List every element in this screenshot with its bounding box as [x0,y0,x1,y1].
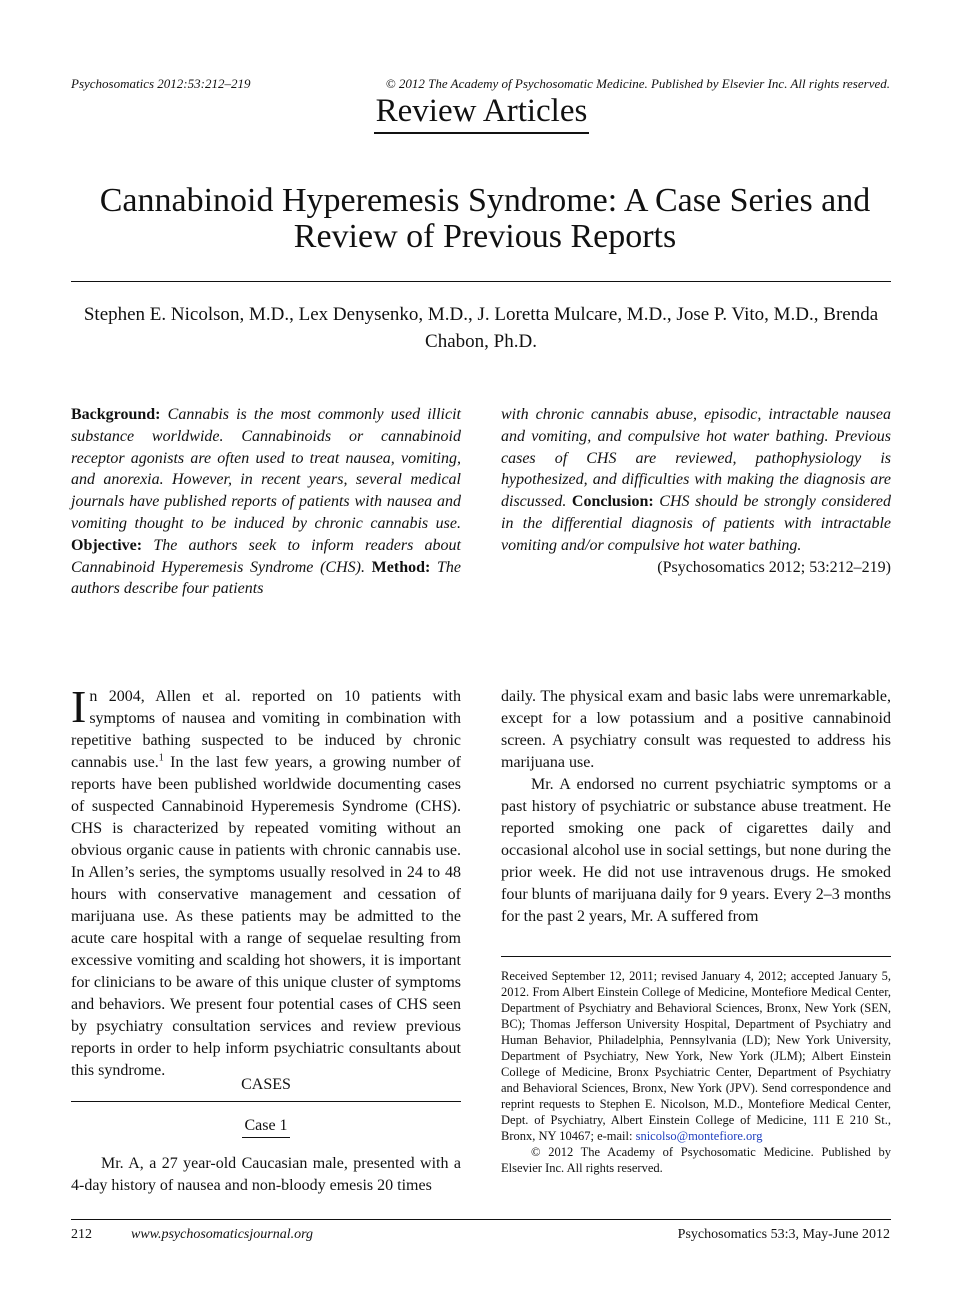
page-number: 212 [71,1227,92,1242]
abstract-conclusion: CHS should be strongly considered in the differential diagnosis of patients with intractable vomiting and/or compulsive hot water bathing. [501,493,892,554]
running-header-copyright: © 2012 The Academy of Psychosomatic Medicine. Published by Elsevier Inc. All rights reserved. [385,76,890,91]
footnote-divider [501,956,891,957]
email-link[interactable]: snicolso@montefiore.org [635,1129,763,1143]
intro-text-continued: In the last few years, a growing number of reports have been published worldwide documenting cases of suspected Cannabinoid Hyperemesis Syndrome (CHS). CHS is characterized by repeated vomiting without an obvious organic cause in patients with chronic cannabis use. In Allen’s series, the symptoms usually resolved in 24 to 48 hours with conservative management and cessation of marijuana use. As these patients may be admitted to the acute care hospital with a range of sequelae resulting from excessive vomiting and scalding hot showers, it is important for clinicians to be aware of this unique cluster of symptoms and behaviors. We present four potential cases of CHS seen by psychiatry consultation services and review previous reports in order to help inform psychiatric consultants about this syndrome. [71,754,461,1079]
case-1-paragraph [71,1153,461,1197]
footnote-text: Received September 12, 2011; revised January 4, 2012; accepted January 5, 2012. From Albert Einstein College of Medicine, Montefiore Medical Center, Department of Psychiatry and Behavioral Sciences, Bronx, New York (SEN, BC); Thomas Jefferson University Hospital, Department of Psychiatry and Human Behavior, Philadelphia, Pennsylvania (LD); New York University, Department of Psychiatry, New York, New York (JLM); Albert Einstein College of Medicine, Bronx Psychiatric Center, Department of Psychiatry and Behavioral Sciences, Bronx, New York (JPV). Send correspondence and reprint requests to Stephen E. Nicolson, M.D., Montefiore Medical Center, Dept. of Psychiatry, Albert Einstein College of Medicine, 111 E 210 St., Bronx, NY 10467; e-mail: [501,969,891,1143]
author-list: Stephen E. Nicolson, M.D., Lex Denysenko, M.D., J. Loretta Mulcare, M.D., Jose P. Vito, M.D., Brenda Chabon, Ph.D. [83,304,879,352]
article-title: Cannabinoid Hyperemesis Syndrome: A Case Series and Review of Previous Reports [99,182,871,255]
section-title: Review Articles [374,92,590,134]
intro-text: n 2004, Allen et al. reported on 10 patients with symptoms of nausea and vomiting in combination with repetitive bathing suspected to be induced by chronic cannabis use. [71,688,461,771]
reference-1[interactable]: 1 [158,752,164,764]
right-paragraph-1: daily. The physical exam and basic labs were unremarkable, except for a low potassium and a positive cannabinoid screen. A psychiatry consult was requested to address his marijuana use. [501,688,891,771]
case-1-heading-wrap [71,1116,461,1138]
drop-cap: I [71,681,87,732]
intro-paragraph [71,681,461,1082]
footnote-copyright: © 2012 The Academy of Psychosomatic Medicine. Published by Elsevier Inc. All rights reserved. [501,1145,891,1175]
title-divider [71,281,891,282]
case-1-heading: Case 1 [242,1116,289,1138]
journal-url-link[interactable]: www.psychosomaticsjournal.org [131,1227,314,1242]
abstract-method-start: The authors describe four patients [71,558,462,598]
body-column-right [501,686,891,928]
cases-heading: CASES [241,1076,291,1093]
abstract-method-label: Method: [371,558,431,576]
cases-divider [71,1101,461,1102]
footnote-received [501,968,891,1144]
journal-issue: Psychosomatics 53:3, May-June 2012 [677,1227,890,1242]
section-heading [0,92,975,134]
abstract-method-end: with chronic cannabis abuse, episodic, intractable nausea and vomiting, and compulsive hot water bathing. Previous cases of CHS are reviewed, pathophysiology is hypothesized, and difficulties with making the diagnosis are discussed. [501,406,891,511]
body-column-left [71,681,461,1082]
abstract-objective-label: Objective: [71,536,143,554]
abstract-objective: The authors seek to inform readers about Cannabinoid Hyperemesis Syndrome (CHS). [71,536,461,576]
abstract-background-label: Background: [71,406,161,423]
abstract-conclusion-label: Conclusion: [571,493,654,511]
running-header-citation: Psychosomatics 2012:53:212–219 [71,76,251,91]
abstract-column-left [71,404,461,600]
abstract-background: Cannabis is the most commonly used illicit substance worldwide. Cannabinoids or cannabinoid receptor agonists are often used to treat nausea, vomiting, and anorexia. However, in recent years, several medical journals have published reports of patients with nausea and vomiting thought to be induced by chronic cannabis use. [71,406,461,532]
case-1-text: Mr. A, a 27 year-old Caucasian male, presented with a 4-day history of nausea and non-bloody emesis 20 times [71,1155,461,1194]
abstract-citation: (Psychosomatics 2012; 53:212–219) [657,558,891,576]
footer-divider [71,1219,891,1220]
footnote [501,968,891,1176]
right-paragraph-2: Mr. A endorsed no current psychiatric symptoms or a past history of psychiatric or substance abuse treatment. He reported smoking one pack of cigarettes daily and occasional alcohol use in social settings, but none during the prior week. He did not use intravenous drugs. He smoked four blunts of marijuana daily for 9 years. Every 2–3 months for the past 2 years, Mr. A suffered from [501,776,891,925]
abstract-column-right [501,404,891,578]
